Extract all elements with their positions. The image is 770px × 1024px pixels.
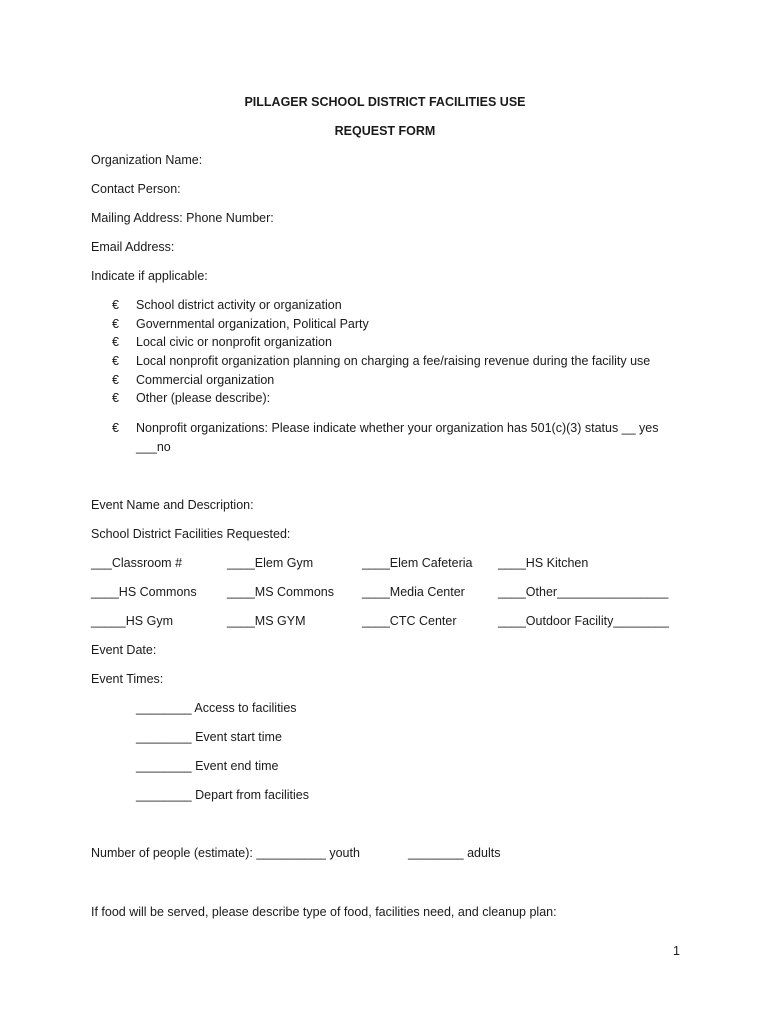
form-subtitle: REQUEST FORM	[334, 124, 436, 138]
indicate-applicable-label: Indicate if applicable:	[91, 269, 208, 283]
facilities-requested-label: School District Facilities Requested:	[91, 527, 291, 541]
mailing-address-label: Mailing Address: Phone Number:	[91, 211, 274, 225]
option-label: School district activity or organization	[136, 298, 342, 312]
facility-option[interactable]: ____HS Kitchen	[498, 556, 589, 570]
time-field[interactable]: ________ Event end time	[136, 759, 279, 773]
facility-option[interactable]: ___Classroom #	[91, 556, 183, 570]
checkbox-icon[interactable]: €	[112, 317, 119, 331]
facility-option[interactable]: _____HS Gym	[91, 614, 173, 628]
facility-option[interactable]: ____MS GYM	[227, 614, 306, 628]
facility-option[interactable]: ____Elem Gym	[227, 556, 314, 570]
facility-option[interactable]: ____CTC Center	[362, 614, 457, 628]
checkbox-icon[interactable]: €	[112, 421, 119, 435]
form-title: PILLAGER SCHOOL DISTRICT FACILITIES USE	[244, 95, 526, 109]
time-field[interactable]: ________ Event start time	[136, 730, 282, 744]
option-label: Local nonprofit organization planning on charging a fee/raising revenue during the facility use	[136, 354, 651, 368]
page-number: 1	[673, 944, 680, 958]
facility-option[interactable]: ____HS Commons	[91, 585, 197, 599]
nonprofit-no-option: ___no	[136, 440, 171, 454]
checkbox-icon[interactable]: €	[112, 298, 119, 312]
people-adults-field[interactable]: ________ adults	[408, 846, 501, 860]
option-label: Other (please describe):	[136, 391, 271, 405]
facility-option[interactable]: ____Media Center	[362, 585, 465, 599]
checkbox-icon[interactable]: €	[112, 373, 119, 387]
checkbox-icon[interactable]: €	[112, 354, 119, 368]
people-youth-field[interactable]: Number of people (estimate): __________ youth	[91, 846, 360, 860]
facility-option[interactable]: ____MS Commons	[227, 585, 334, 599]
event-date-label: Event Date:	[91, 643, 157, 657]
time-field[interactable]: ________ Access to facilities	[136, 701, 297, 715]
organization-name-label: Organization Name:	[91, 153, 203, 167]
facility-option[interactable]: ____Outdoor Facility________	[498, 614, 669, 628]
contact-person-label: Contact Person:	[91, 182, 181, 196]
checkbox-icon[interactable]: €	[112, 335, 119, 349]
email-address-label: Email Address:	[91, 240, 175, 254]
time-field[interactable]: ________ Depart from facilities	[136, 788, 310, 802]
event-times-label: Event Times:	[91, 672, 164, 686]
food-plan-label: If food will be served, please describe type of food, facilities need, and cleanup plan:	[91, 905, 557, 919]
facility-option[interactable]: ____Other________________	[498, 585, 669, 599]
nonprofit-question: Nonprofit organizations: Please indicate whether your organization has 501(c)(3) status __ yes	[136, 421, 659, 435]
event-name-label: Event Name and Description:	[91, 498, 254, 512]
option-label: Commercial organization	[136, 373, 275, 387]
option-label: Governmental organization, Political Party	[136, 317, 369, 331]
checkbox-icon[interactable]: €	[112, 391, 119, 405]
option-label: Local civic or nonprofit organization	[136, 335, 332, 349]
facility-option[interactable]: ____Elem Cafeteria	[362, 556, 473, 570]
